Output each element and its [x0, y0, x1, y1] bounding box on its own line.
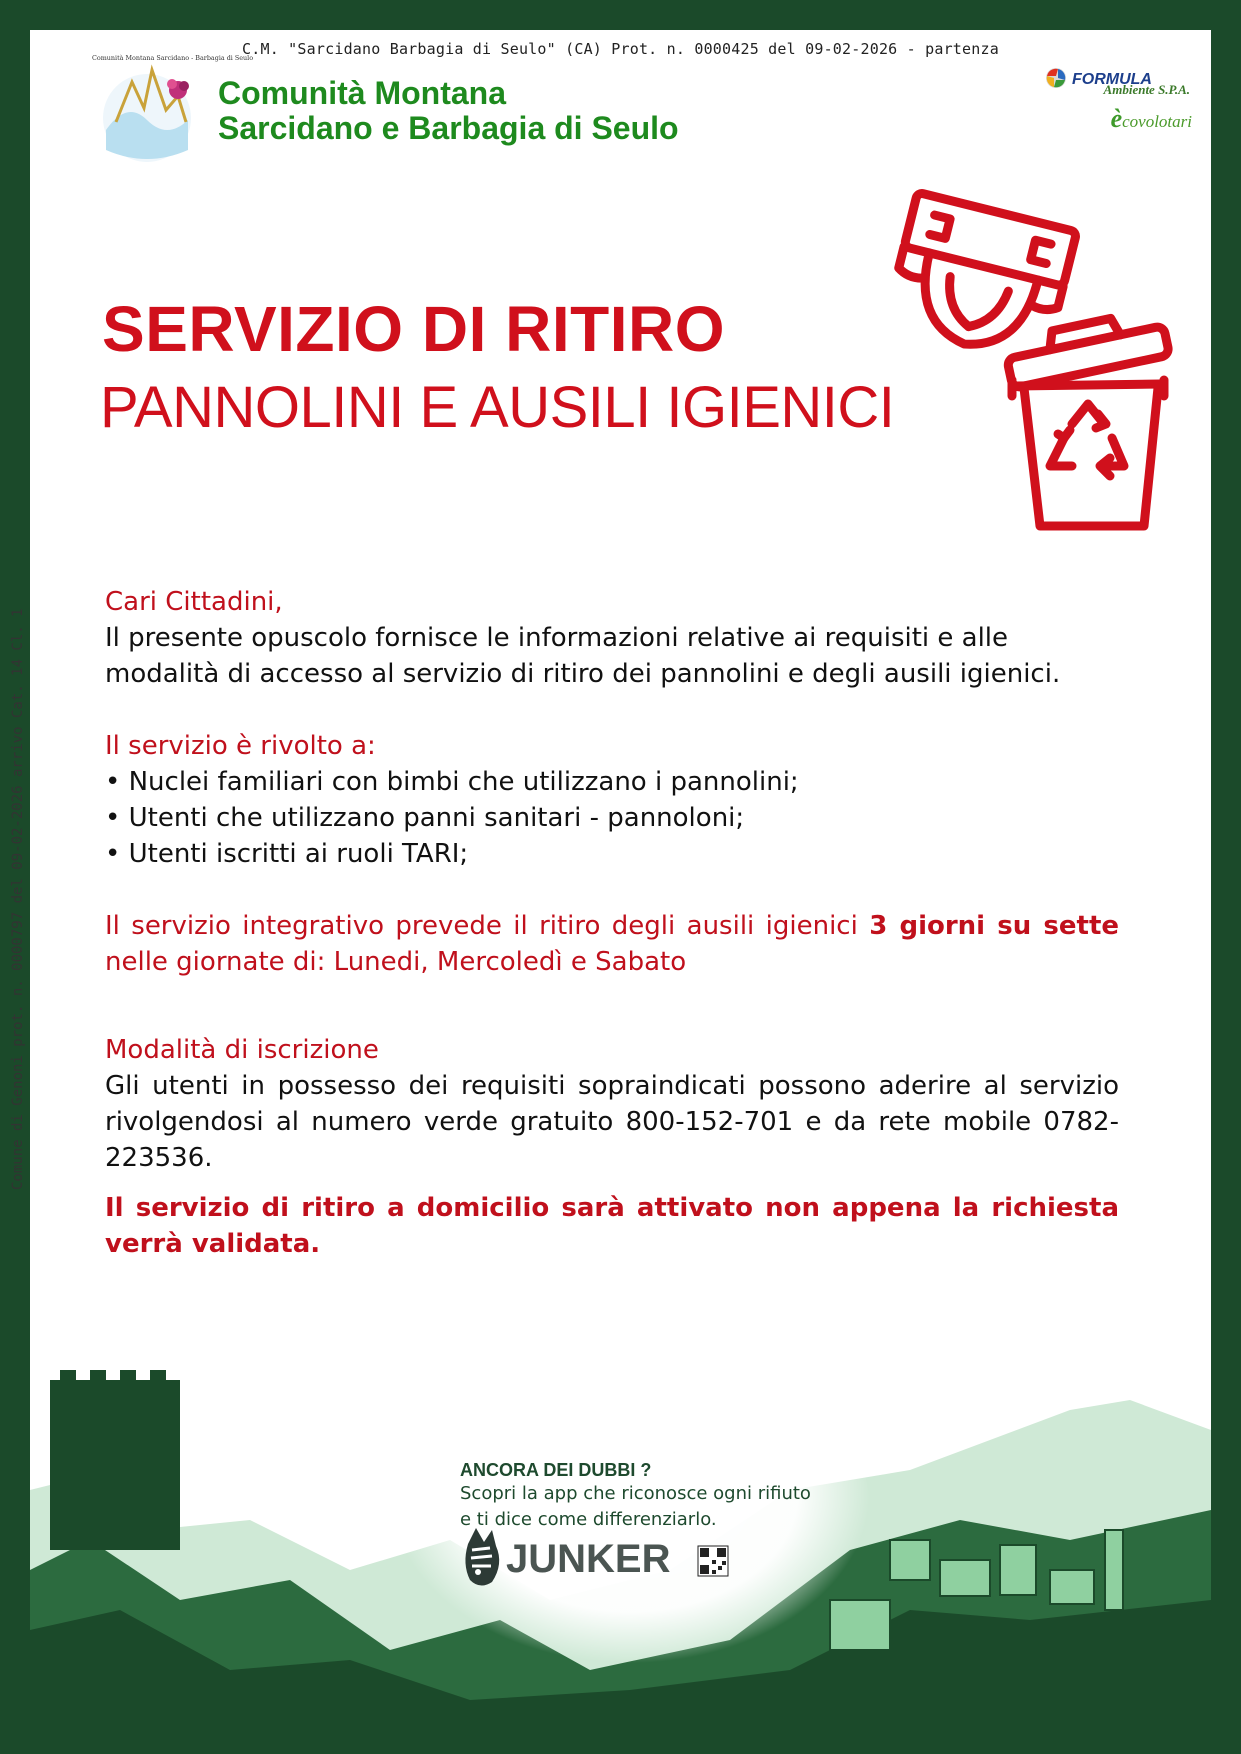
signup-text: Gli utenti in possesso dei requisiti sopraindicati possono aderire al servizio rivolgendosi al numero verde gratuito 800-152-701 e da rete mobile 0782-223536.: [105, 1071, 1119, 1173]
greeting: Cari Cittadini,: [105, 587, 283, 617]
list-item: • Utenti che utilizzano panni sanitari - pannoloni;: [105, 800, 1119, 836]
org-line-1: Comunità Montana: [218, 75, 506, 111]
list-item: • Utenti iscritti ai ruoli TARI;: [105, 836, 1119, 872]
title-line-1: SERVIZIO DI RITIRO: [102, 293, 725, 365]
signup-block: [105, 1032, 1119, 1176]
target-list: [105, 764, 1119, 872]
doubts-heading: ANCORA DEI DUBBI ?: [460, 1460, 652, 1480]
ecovolotari-logo: [1100, 104, 1192, 134]
greeting-block: [105, 584, 1119, 692]
logo-ring-text: Comunità Montana Sarcidano - Barbagia di Seulo: [92, 54, 254, 62]
formula-wordmark: FORMULA: [1072, 71, 1152, 88]
schedule-post: nelle giornate di: Lunedi, Mercoledì e Sabato: [105, 947, 687, 977]
schedule-days: 3 giorni su sette: [869, 911, 1120, 941]
activation-notice: Il servizio di ritiro a domicilio sarà attivato non appena la richiesta verrà validata.: [105, 1193, 1119, 1259]
junker-wordmark: JUNKER: [506, 1537, 671, 1581]
poster-page: [30, 30, 1211, 1724]
schedule-text: [105, 908, 1119, 980]
formula-subtitle: Ambiente S.P.A.: [1103, 82, 1190, 97]
junker-app-logo: [462, 1524, 732, 1594]
target-block: [105, 728, 1119, 872]
ecovolotari-text: covolotari: [1122, 112, 1192, 131]
title-line-2: PANNOLINI E AUSILI IGIENICI: [100, 375, 895, 440]
organization-name: [218, 76, 679, 146]
list-item: • Nuclei familiari con bimbi che utilizzano i pannolini;: [105, 764, 1119, 800]
recycle-bin-icon: [988, 306, 1188, 546]
schedule-pre: Il servizio integrativo prevede il ritiro degli ausili igienici: [105, 911, 858, 941]
signup-heading: Modalità di iscrizione: [105, 1035, 379, 1065]
ecovolotari-initial: è: [1110, 104, 1123, 133]
qr-code-icon: [698, 1546, 728, 1576]
org-line-2: Sarcidano e Barbagia di Seulo: [218, 110, 679, 146]
doubts-line-2: e ti dice come differenziarlo.: [460, 1509, 717, 1530]
comunita-montana-logo: [92, 54, 254, 176]
doubts-line-1: Scopri la app che riconosce ogni rifiuto: [460, 1483, 811, 1504]
app-promo: [460, 1460, 820, 1533]
intro-text: Il presente opuscolo fornisce le informazioni relative ai requisiti e alle modalità di accesso al servizio di ritiro dei pannolini e degli ausili igienici.: [105, 623, 1061, 689]
zebra-icon: [465, 1528, 499, 1586]
side-protocol-stamp: Comune di Genoni prot. n. 0000797 del 09-02-2026 arrivo Cat. 14 Cl. 1: [10, 608, 26, 1190]
target-heading: Il servizio è rivolto a:: [105, 731, 376, 761]
protocol-stamp: C.M. "Sarcidano Barbagia di Seulo" (CA) Prot. n. 0000425 del 09-02-2026 - partenza: [242, 40, 999, 58]
